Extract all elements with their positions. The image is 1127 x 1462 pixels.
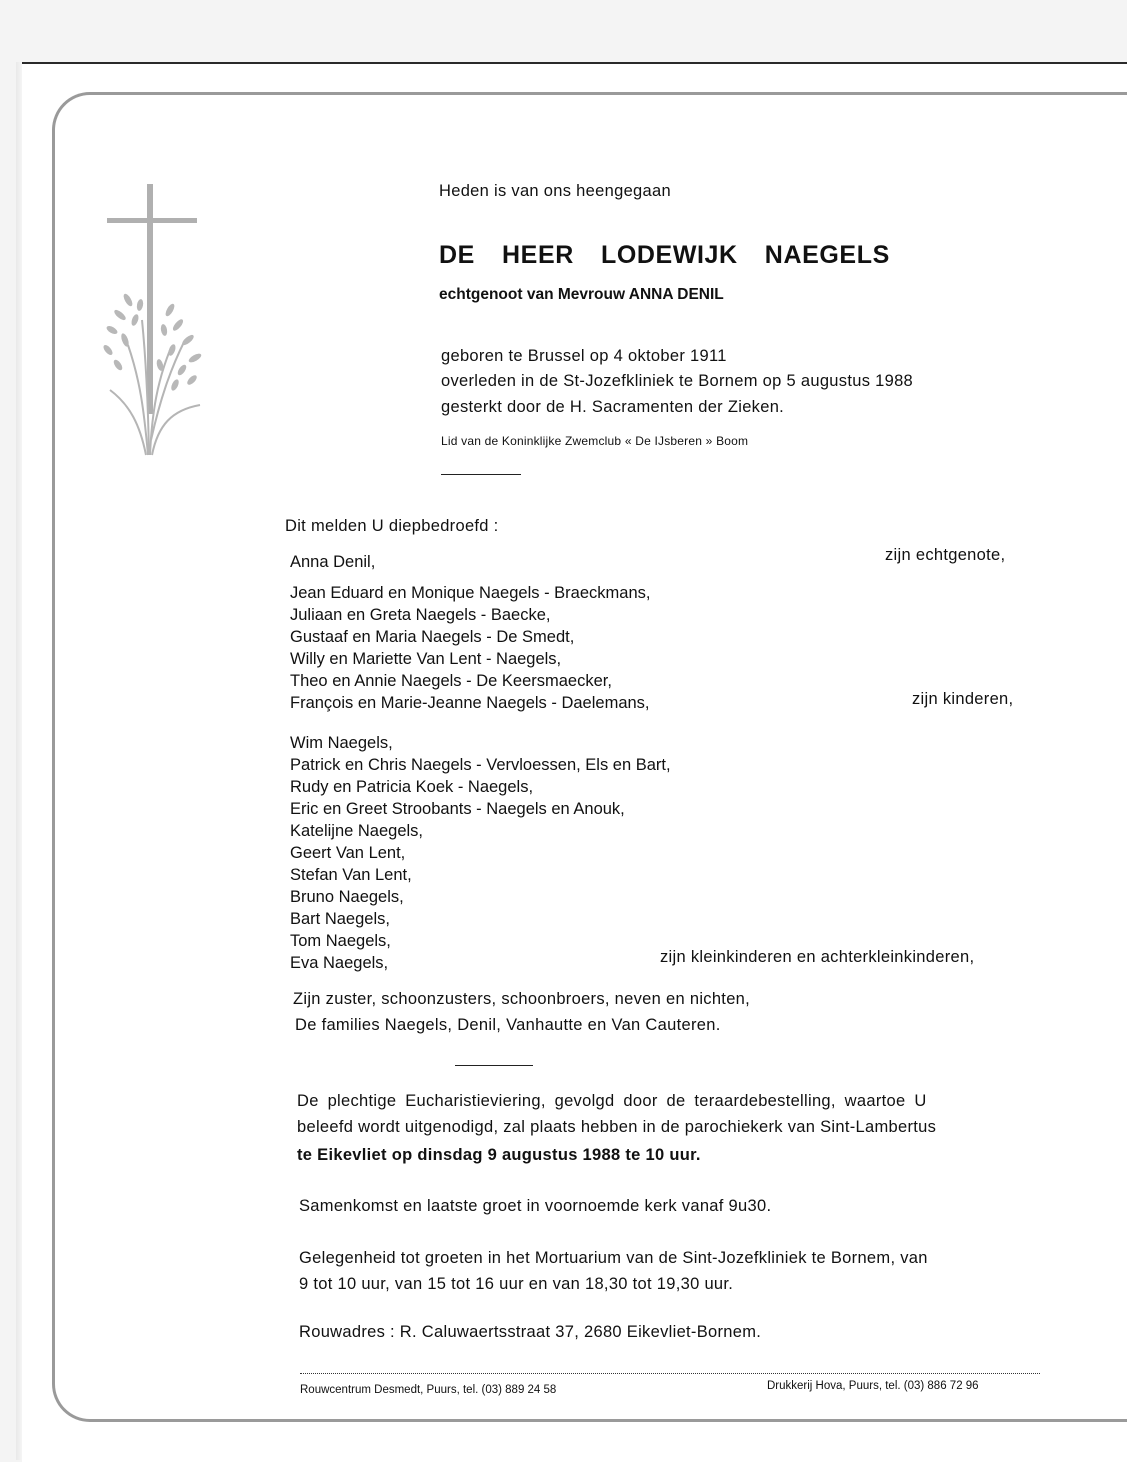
grandchild-name: Eric en Greet Stroobants - Naegels en Anouk, (290, 800, 625, 818)
extended-family-line: Zijn zuster, schoonzusters, schoonbroers, neven en nichten, (293, 990, 751, 1008)
grandchild-name: Bart Naegels, (290, 910, 390, 928)
grandchild-name: Rudy en Patricia Koek - Naegels, (290, 778, 534, 796)
announcement-intro: Dit melden U diepbedroefd : (285, 517, 499, 535)
spouse-line: echtgenoot van Mevrouw ANNA DENIL (439, 286, 724, 303)
children-relation: zijn kinderen, (912, 690, 1014, 708)
footer-printer: Drukkerij Hova, Puurs, tel. (03) 886 72 96 (767, 1380, 979, 1392)
membership-line: Lid van de Koninklijke Zwemclub « De IJsberen » Boom (441, 434, 749, 448)
cross-horizontal-beam (107, 218, 197, 223)
grandchild-name: Eva Naegels, (290, 954, 389, 972)
death-line: overleden in de St-Jozefkliniek te Bornem op 5 augustus 1988 (441, 372, 914, 390)
grandchild-name: Geert Van Lent, (290, 844, 406, 862)
birth-line: geboren te Brussel op 4 oktober 1911 (441, 347, 727, 365)
footer-funeral-home: Rouwcentrum Desmedt, Puurs, tel. (03) 889 24 58 (300, 1384, 557, 1396)
child-name: Jean Eduard en Monique Naegels - Braeckmans, (290, 584, 651, 602)
gathering-line: Samenkomst en laatste groet in voornoemde kerk vanaf 9u30. (299, 1197, 772, 1215)
child-name: Gustaaf en Maria Naegels - De Smedt, (290, 628, 575, 646)
visitation-line: 9 tot 10 uur, van 15 tot 16 uur en van 18,30 tot 19,30 uur. (299, 1275, 734, 1293)
deceased-name-title: DE HEER LODEWIJK NAEGELS (439, 241, 890, 269)
child-name: Juliaan en Greta Naegels - Baecke, (290, 606, 551, 624)
child-name: François en Marie-Jeanne Naegels - Daelemans, (290, 694, 650, 712)
spouse-name: Anna Denil, (290, 553, 376, 571)
spouse-relation: zijn echtgenote, (885, 546, 1006, 564)
address-line: Rouwadres : R. Caluwaertsstraat 37, 2680 Eikevliet-Bornem. (299, 1323, 762, 1341)
grandchild-name: Stefan Van Lent, (290, 866, 412, 884)
visitation-line: Gelegenheid tot groeten in het Mortuarium van de Sint-Jozefkliniek te Bornem, van (299, 1249, 928, 1267)
grandchildren-relation: zijn kleinkinderen en achterkleinkinderen, (660, 948, 975, 966)
sacraments-line: gesterkt door de H. Sacramenten der Zieken. (441, 398, 785, 416)
ceremony-line: beleefd wordt uitgenodigd, zal plaats hebben in de parochiekerk van Sint-Lambertus (297, 1118, 937, 1136)
ceremony-date-line: te Eikevliet op dinsdag 9 augustus 1988 te 10 uur. (297, 1146, 701, 1164)
grandchild-name: Katelijne Naegels, (290, 822, 423, 840)
grandchild-name: Bruno Naegels, (290, 888, 404, 906)
ceremony-line: De plechtige Eucharistieviering, gevolgd door de teraardebestelling, waartoe U (297, 1092, 927, 1110)
separator-rule (455, 1065, 533, 1066)
grandchild-name: Wim Naegels, (290, 734, 393, 752)
separator-rule (441, 474, 521, 475)
grandchild-name: Tom Naegels, (290, 932, 391, 950)
child-name: Theo en Annie Naegels - De Keersmaecker, (290, 672, 612, 690)
cross-icon (100, 180, 220, 460)
extended-family-line: De families Naegels, Denil, Vanhautte en Van Cauteren. (295, 1016, 721, 1034)
footer-dotted-rule (300, 1373, 1040, 1374)
child-name: Willy en Mariette Van Lent - Naegels, (290, 650, 562, 668)
grandchild-name: Patrick en Chris Naegels - Vervloessen, Els en Bart, (290, 756, 671, 774)
intro-text: Heden is van ons heengegaan (439, 182, 671, 200)
